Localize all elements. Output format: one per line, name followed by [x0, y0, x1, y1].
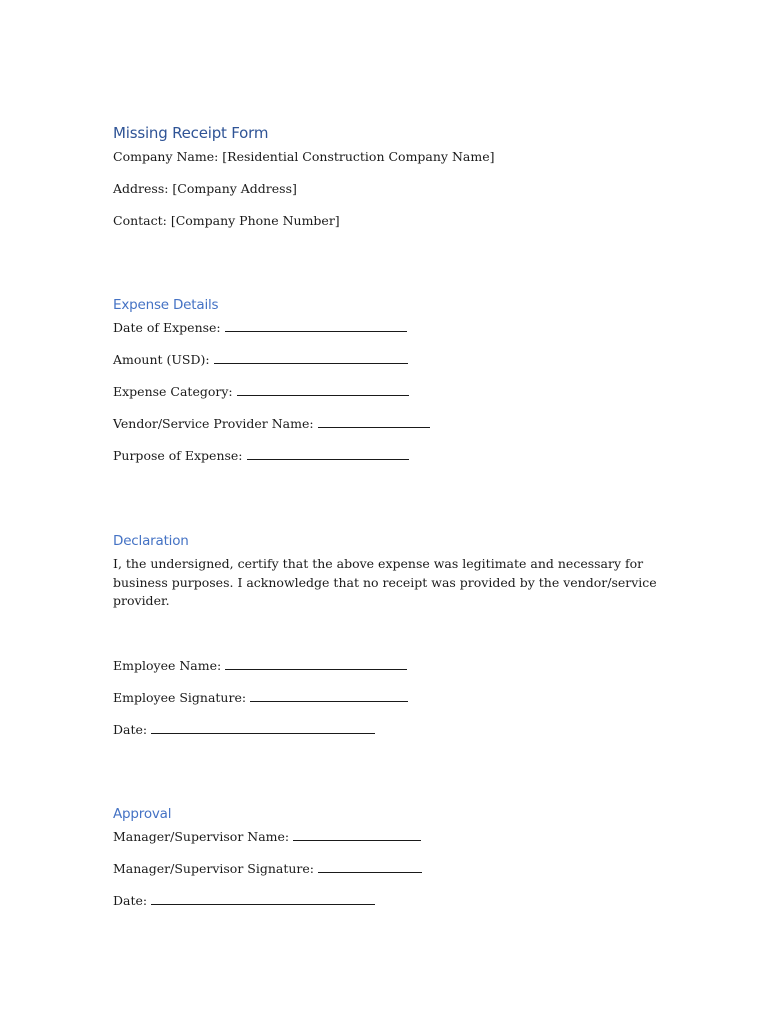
employee-date-field[interactable]	[113, 721, 375, 739]
field-label: Vendor/Service Provider Name:	[113, 416, 314, 431]
employee-signature-field[interactable]	[113, 689, 408, 707]
field-label: Manager/Supervisor Signature:	[113, 861, 315, 876]
blank-line	[293, 829, 421, 841]
field-label: Expense Category:	[113, 384, 233, 399]
company-address-line: Address: [Company Address]	[113, 181, 297, 196]
company-contact-line: Contact: [Company Phone Number]	[113, 213, 340, 228]
purpose-of-expense-field[interactable]	[113, 447, 409, 465]
company-name-line: Company Name: [Residential Construction Company Name]	[113, 149, 495, 164]
blank-line	[225, 320, 407, 332]
blank-line	[151, 722, 375, 734]
manager-date-field[interactable]	[113, 892, 375, 910]
blank-line	[247, 448, 409, 460]
manager-name-field[interactable]	[113, 828, 421, 846]
vendor-name-field[interactable]	[113, 415, 430, 433]
field-label: Employee Signature:	[113, 690, 247, 705]
approval-heading: Approval	[113, 806, 172, 822]
blank-line	[237, 384, 409, 396]
field-label: Manager/Supervisor Name:	[113, 829, 290, 844]
field-label: Date:	[113, 893, 148, 908]
blank-line	[318, 416, 430, 428]
date-of-expense-field[interactable]	[113, 319, 407, 337]
blank-line	[225, 658, 407, 670]
blank-line	[214, 352, 408, 364]
declaration-heading: Declaration	[113, 533, 189, 549]
expense-category-field[interactable]	[113, 383, 409, 401]
blank-line	[250, 690, 408, 702]
form-title: Missing Receipt Form	[113, 124, 269, 142]
field-label: Date of Expense:	[113, 320, 221, 335]
field-label: Purpose of Expense:	[113, 448, 243, 463]
blank-line	[318, 861, 422, 873]
field-label: Employee Name:	[113, 658, 222, 673]
employee-name-field[interactable]	[113, 657, 407, 675]
amount-field[interactable]	[113, 351, 408, 369]
expense-details-heading: Expense Details	[113, 297, 219, 313]
field-label: Amount (USD):	[113, 352, 210, 367]
declaration-text: I, the undersigned, certify that the above expense was legitimate and necessary for business purposes. I acknowledge that no receipt was provided by the vendor/service provider.	[113, 556, 657, 608]
blank-line	[151, 893, 375, 905]
field-label: Date:	[113, 722, 148, 737]
manager-signature-field[interactable]	[113, 860, 422, 878]
